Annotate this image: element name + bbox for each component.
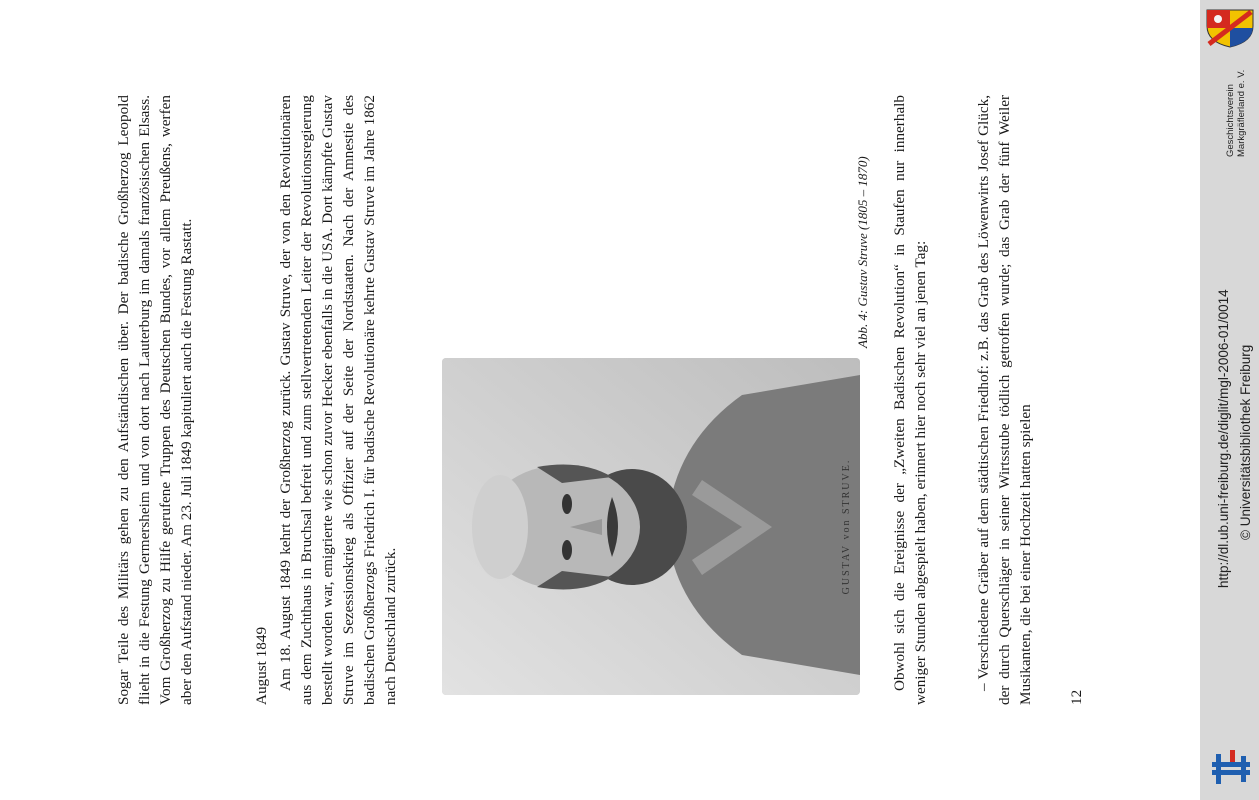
struve-portrait-image	[442, 358, 860, 695]
document-page	[113, 0, 1200, 800]
paragraph-staufen: Obwohl sich die Ereignisse der „Zweiten Badischen Revolution“ in Staufen nur innerhalb weniger Stunden abgespielt haben, erinnert hier noch sehr viel an jenen Tag:	[891, 95, 929, 705]
society-coat-of-arms-logo	[1205, 8, 1255, 48]
source-url-link[interactable]: http://dl.ub.uni-freiburg.de/diglit/mgl-2006-01/0014	[1216, 289, 1231, 588]
university-library-logo	[1208, 748, 1254, 786]
paragraph-military: Sogar Teile des Militärs gehen zu den Aufständischen über. Der badische Großherzog Leopold flieht in die Festung Germersheim und von dort nach Lauterburg im damals französischen Elsass. Vom Großherzog zu Hilfe gerufene Truppen des Deutschen Bundes, vor allem Preußens, werfen aber den Aufstand nieder. Am 23. Juli 1849 kapituliert auch die Festung Rastatt.	[115, 95, 195, 705]
paragraph-struve: Am 18. August 1849 kehrt der Großherzog zurück. Gustav Struve, der von den Revolutionären aus dem Zuchthaus in Bruchsal befreit und zum stellvertretenden Leiter der Revolutionsregierung bestellt worden war, emigrierte wie schon zuvor Hecker ebenfalls in die USA. Dort kämpfte Gustav Struve im Sezessionskrieg als Offizier auf der Seite der Nordstaaten. Nach der Amnestie des badischen Großherzogs Friedrich I. für badische Revolutionäre kehrte Gustav Struve im Jahre 1862 nach Deutschland zurück.	[277, 95, 399, 705]
paragraph-graves: – Verschiedene Gräber auf dem städtischen Friedhof: z.B. das Grab des Löwenwirts Josef Glück, der durch Querschläger in seiner Wirtsstube tödlich getroffen wurde; das Grab der fünf Weiler Musikanten, die bei einer Hochzeit hatten spielen	[975, 95, 1034, 705]
section-heading-august-1849: August 1849	[253, 626, 270, 705]
society-name-line2: Markgräflerland e. V.	[1236, 69, 1247, 157]
portrait-label: GUSTAV von STRUVE.	[841, 458, 852, 595]
portrait-engraving	[442, 358, 860, 695]
society-name-line1: Geschichtsverein	[1225, 84, 1236, 157]
figure-caption: Abb. 4: Gustav Struve (1805 – 1870)	[855, 156, 870, 348]
page-number: 12	[1068, 689, 1085, 705]
copyright-notice: © Universitätsbibliothek Freiburg	[1238, 344, 1253, 540]
